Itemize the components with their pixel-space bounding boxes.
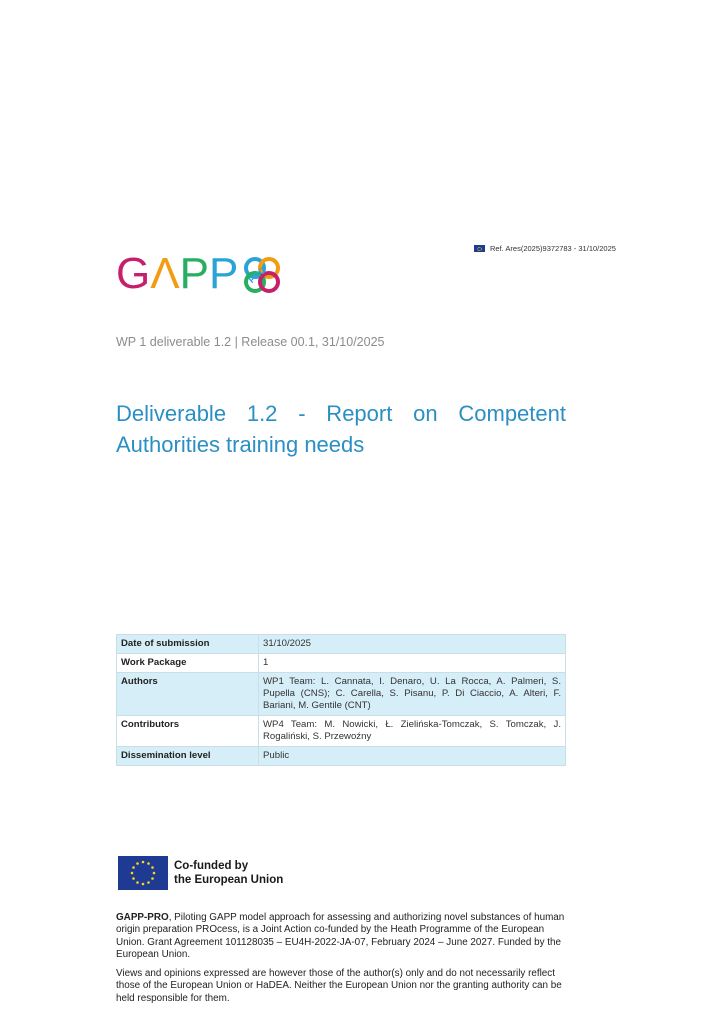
table-key: Authors bbox=[117, 673, 259, 716]
table-key: Contributors bbox=[117, 716, 259, 747]
logo-pro-text: PRO bbox=[247, 264, 269, 285]
logo-wordmark bbox=[116, 249, 239, 298]
table-value: WP1 Team: L. Cannata, I. Denaro, U. La Rocca, A. Palmeri, S. Pupella (CNS); C. Carella, S. Pisanu, P. Di Ciaccio, A. Alteri, F. Bariani, M. Gentile (CNT) bbox=[259, 673, 566, 716]
eu-flag-icon bbox=[118, 856, 168, 890]
logo-letter-g: G bbox=[116, 249, 151, 298]
table-value: 31/10/2025 bbox=[259, 635, 566, 654]
gapp-pro-logo bbox=[116, 249, 284, 298]
table-value: 1 bbox=[259, 654, 566, 673]
cofunded-line-1: Co-funded by bbox=[174, 860, 249, 872]
table-key: Work Package bbox=[117, 654, 259, 673]
cofunded-label bbox=[174, 859, 283, 887]
table-row bbox=[117, 716, 566, 747]
logo-letter-a: Λ bbox=[150, 249, 180, 298]
table-value: Public bbox=[259, 747, 566, 766]
project-description bbox=[116, 912, 568, 967]
table-row bbox=[117, 673, 566, 716]
funding-text: , Piloting GAPP model approach for assessing and authorizing novel substances of human origin preparation PROcess, is a Joint Action co-funded by the Heath Programme of the European Union. Grant Agreement 101128035 – EU4H-2022-JA-07, February 2024 – June 2027. Funded by the European Union. bbox=[116, 912, 565, 961]
logo-pro-mark-icon bbox=[240, 254, 284, 294]
table-value: WP4 Team: M. Nowicki, Ł. Zielińska-Tomczak, S. Tomczak, J. Rogaliński, S. Przewoźny bbox=[259, 716, 566, 747]
reference-stamp bbox=[474, 244, 616, 253]
table-row bbox=[117, 635, 566, 654]
cofunded-line-2: the European Union bbox=[174, 874, 284, 886]
document-title: Deliverable 1.2 - Report on Competent Authorities training needs bbox=[116, 401, 566, 457]
table-key: Dissemination level bbox=[117, 747, 259, 766]
disclaimer-paragraph: Views and opinions expressed are however those of the author(s) only and do not necessarily reflect those of the European Union or HaDEA. Neither the European Union nor the granting authority can be held responsible for them. bbox=[116, 968, 562, 1004]
logo-letter-p2: P bbox=[208, 249, 239, 298]
funding-paragraph bbox=[116, 912, 568, 962]
eu-flag-mini-icon bbox=[474, 245, 485, 252]
table-key: Date of submission bbox=[117, 635, 259, 654]
release-line: WP 1 deliverable 1.2 | Release 00.1, 31/10/2025 bbox=[116, 335, 385, 349]
metadata-table bbox=[116, 634, 566, 766]
table-row bbox=[117, 747, 566, 766]
reference-text: Ref. Ares(2025)9372783 - 31/10/2025 bbox=[490, 244, 616, 253]
logo-letter-p1: P bbox=[179, 249, 209, 298]
project-acronym: GAPP-PRO bbox=[116, 912, 169, 923]
table-row bbox=[117, 654, 566, 673]
